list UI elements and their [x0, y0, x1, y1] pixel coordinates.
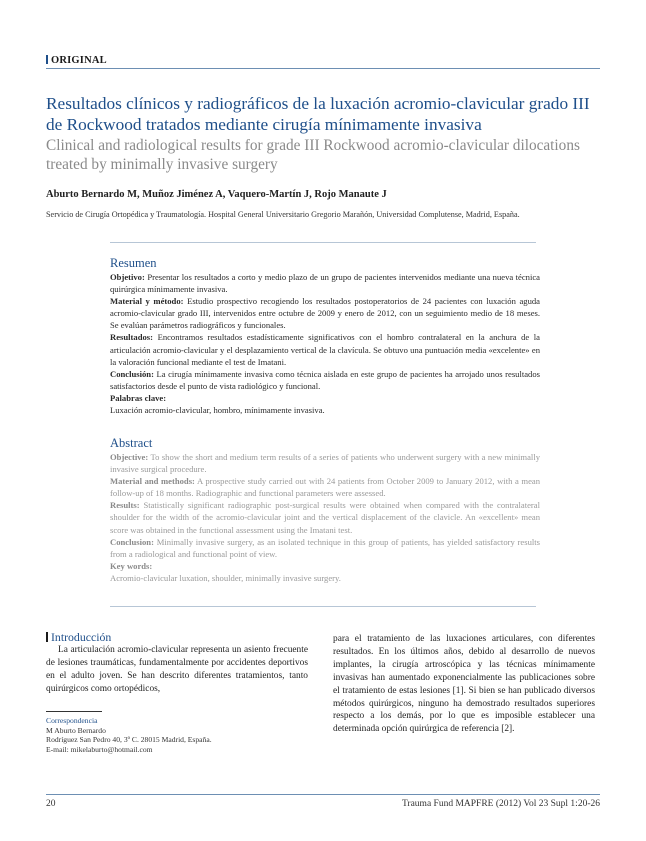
abstract-block [110, 436, 540, 584]
resumen-heading: Resumen [110, 256, 157, 270]
resumen-keywords: Luxación acromio-clavicular, hombro, mínimamente invasiva. [110, 405, 325, 416]
methods-label: Material and methods: [110, 476, 195, 487]
material-label: Material y método: [110, 296, 184, 307]
intro-heading [46, 630, 308, 644]
results-label: Results: [110, 500, 140, 511]
section-label-text: ORIGINAL [51, 55, 107, 66]
abstract-objective [110, 451, 540, 475]
article-title-english: Clinical and radiological results for grade III Rockwood acromio-clavicular dilocations treated by minimally invasive surgery [46, 137, 580, 173]
section-label [46, 55, 600, 69]
resumen-conclusion [110, 368, 540, 392]
resumen-keywords-label [110, 392, 540, 404]
objective-label: Objective: [110, 452, 149, 462]
abstract-keywords: Acromio-clavicular luxation, shoulder, minimally invasive surgery. [110, 572, 341, 583]
correspondence-title: Correspondencia [46, 716, 98, 725]
objetivo-text: Presentar los resultados a corto y medio plazo de un grupo de pacientes intervenidos mediante una nueva técnica quirúrgica mínimamente invasiva. [110, 272, 540, 295]
authors: Aburto Bernardo M, Muñoz Jiménez A, Vaquero-Martín J, Rojo Manaute J [46, 189, 387, 200]
abstract-keywords-label [110, 560, 540, 572]
abstract-heading: Abstract [110, 436, 153, 450]
section-bar-icon [46, 55, 48, 64]
correspondence-block [46, 716, 212, 754]
journal-citation: Trauma Fund MAPFRE (2012) Vol 23 Supl 1:20-26 [401, 799, 600, 809]
conclusion-en-text: Minimally invasive surgery, as an isolated technique in this group of patients, has yielded satisfactory results from a radiological and functional point of view. [110, 536, 540, 559]
correspondence-email: E-mail: mikelaburto@hotmail.com [46, 744, 153, 754]
conclusion-text: La cirugía mínimamente invasiva como técnica aislada en este grupo de pacientes ha arrojado unos resultados satisfactorios desde el punto de vista radiológico y funcional. [110, 368, 540, 391]
resumen-material [110, 295, 540, 331]
intro-left-column [46, 630, 308, 696]
correspondence-name: M Aburto Bernardo [46, 725, 106, 735]
keywords-en-label: Key words: [110, 560, 153, 571]
conclusion-label: Conclusión: [110, 368, 154, 379]
results-text: Statistically significant radiographic post-surgical results were obtained when compared with the contralateral shoulder for the width of the acromio-clavicular joint and the vertical displacement of the clavicle. An «excellent» mean score was obtained in the functional assessment using the Imatani test. [110, 500, 540, 535]
resultados-label: Resultados: [110, 332, 153, 343]
abstract-bottom-divider [110, 606, 536, 607]
intro-right-column [333, 633, 595, 736]
page-number: 20 [46, 799, 56, 809]
resumen-objetivo [110, 271, 540, 295]
abstract-conclusion [110, 536, 540, 560]
abstract-material [110, 475, 540, 499]
intro-paragraph-left: La articulación acromio-clavicular representa un asiento frecuente de lesiones traumáticas, fundamentalmente por accidentes deportivos en el adulto joven. Se han descrito diferentes tratamientos, tanto quirúrgicos como ortopédicos, [46, 645, 308, 694]
material-text: Estudio prospectivo recogiendo los resultados postoperatorios de 24 pacientes con luxación aguda acromio-clavicular grado III, intervenidos entre octubre de 2009 y enero de 2012, con un seguimiento medio de 18 meses. Se evalúan parámetros radiográficos y funcionales. [110, 296, 540, 331]
resumen-resultados [110, 331, 540, 367]
footnote-divider [46, 711, 102, 712]
footer-divider [46, 794, 600, 795]
intro-paragraph-right: para el tratamiento de las luxaciones articulares, con diferentes resultados. En los últimos años, debido al desarrollo de nuevos implantes, la cirugía artroscópica y las técnicas mínimamente invasivas han aumentado exponencialmente las publicaciones sobre el tratamiento de estas lesiones [1]. Si bien se han publicado diversos métodos quirúrgicos, ninguno ha demostrado resultados superiores respecto a los demás, por lo que es imposible establecer una determinada opción quirúrgica de referencia [2]. [333, 634, 595, 735]
resumen-block [110, 256, 540, 416]
methods-text: A prospective study carried out with 24 patients from October 2009 to January 2012, with a mean follow-up of 18 months. Radiographic and functional parameters were assessed. [110, 476, 540, 499]
resultados-text: Encontramos resultados estadísticamente significativos con el hombro contralateral en la anchura de la articulación acromio-clavicular y el desplazamiento vertical de la clavícula. Se obtuvo una puntuación media «excelente» en la valoración funcional mediante el test de Imatani. [110, 332, 540, 367]
abstract-top-divider [110, 242, 536, 243]
correspondence-address: Rodríguez San Pedro 40, 3º C. 28015 Madrid, España. [46, 735, 212, 745]
intro-heading-text: Introducción [51, 630, 112, 644]
abstract-results [110, 499, 540, 535]
keywords-label: Palabras clave: [110, 392, 167, 403]
objective-text: To show the short and medium term results of a series of patients who underwent surgery with a new minimally invasive surgical procedure. [110, 452, 540, 475]
objetivo-label: Objetivo: [110, 272, 145, 282]
affiliation: Servicio de Cirugía Ortopédica y Traumatología. Hospital General Universitario Gregorio Marañón, Universidad Complutense, Madrid, España. [46, 210, 520, 219]
article-title-spanish: Resultados clínicos y radiográficos de la luxación acromio-clavicular grado III de Rockwood tratados mediante cirugía mínimamente invasiva [46, 94, 590, 134]
intro-bar-icon [46, 632, 48, 642]
conclusion-en-label: Conclusion: [110, 536, 154, 547]
